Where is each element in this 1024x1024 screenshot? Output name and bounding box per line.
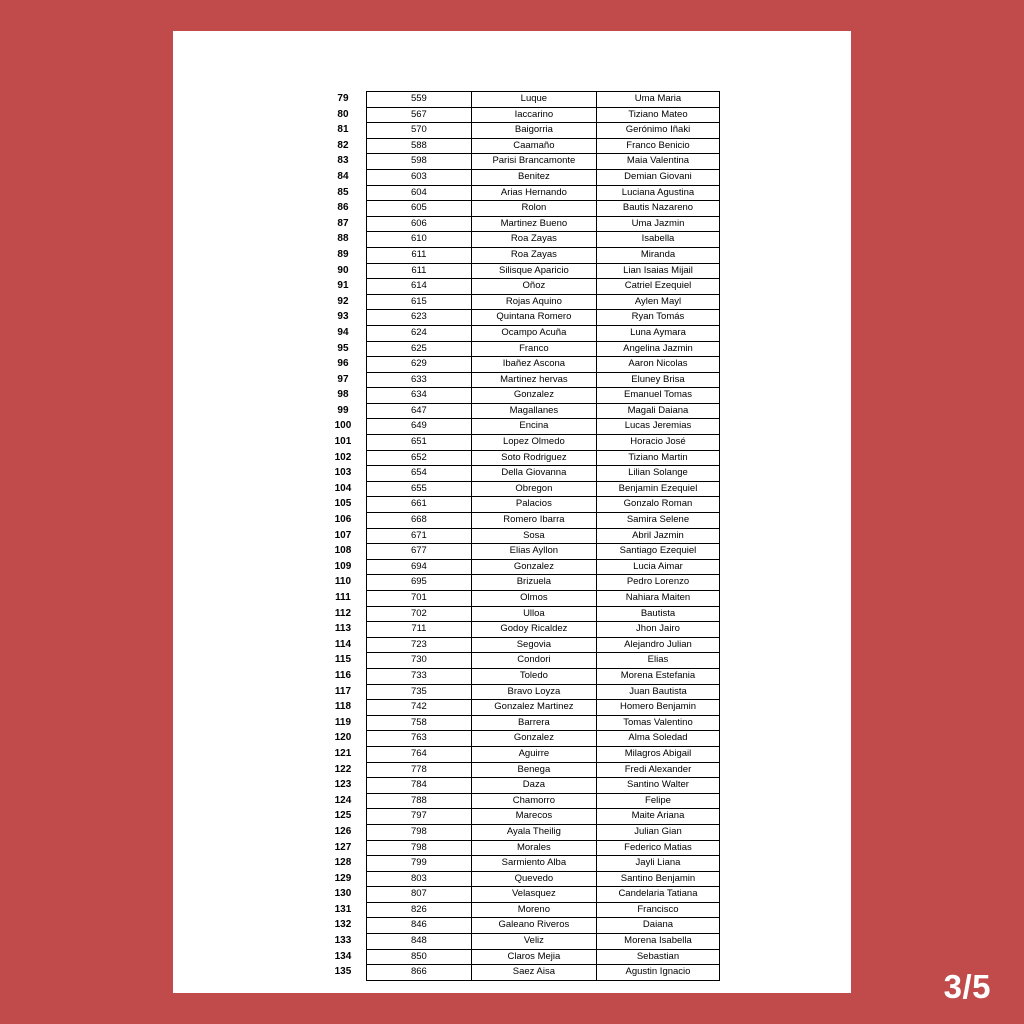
row-first-name: Fredi Alexander bbox=[596, 762, 719, 778]
row-index: 95 bbox=[337, 342, 349, 354]
row-last-name: Barrera bbox=[471, 715, 596, 731]
row-index: 134 bbox=[334, 950, 352, 962]
row-index: 110 bbox=[334, 576, 352, 588]
row-number: 588 bbox=[366, 138, 471, 154]
row-index: 113 bbox=[334, 623, 352, 635]
table-row bbox=[320, 279, 720, 295]
document-page bbox=[173, 31, 851, 993]
row-index: 126 bbox=[334, 825, 352, 837]
row-number: 866 bbox=[366, 965, 471, 981]
row-last-name: Veliz bbox=[471, 934, 596, 950]
table-row bbox=[320, 497, 720, 513]
table-row bbox=[320, 92, 720, 108]
row-index: 108 bbox=[334, 545, 352, 557]
row-number: 695 bbox=[366, 575, 471, 591]
row-number: 826 bbox=[366, 902, 471, 918]
row-number: 610 bbox=[366, 232, 471, 248]
row-number: 730 bbox=[366, 653, 471, 669]
table-row bbox=[320, 762, 720, 778]
row-first-name: Felipe bbox=[596, 793, 719, 809]
table-row bbox=[320, 965, 720, 981]
row-number: 788 bbox=[366, 793, 471, 809]
table-row bbox=[320, 700, 720, 716]
row-last-name: Elias Ayllon bbox=[471, 544, 596, 560]
row-number: 778 bbox=[366, 762, 471, 778]
row-first-name: Bautista bbox=[596, 606, 719, 622]
row-last-name: Encina bbox=[471, 419, 596, 435]
row-number: 668 bbox=[366, 513, 471, 529]
row-last-name: Toledo bbox=[471, 668, 596, 684]
table-row bbox=[320, 419, 720, 435]
row-last-name: Baigorria bbox=[471, 123, 596, 139]
row-index: 129 bbox=[334, 872, 352, 884]
row-index: 104 bbox=[334, 482, 352, 494]
row-number: 611 bbox=[366, 247, 471, 263]
table-row bbox=[320, 201, 720, 217]
row-index: 93 bbox=[337, 311, 349, 323]
row-number: 611 bbox=[366, 263, 471, 279]
row-last-name: Gonzalez bbox=[471, 559, 596, 575]
row-number: 605 bbox=[366, 201, 471, 217]
row-last-name: Romero Ibarra bbox=[471, 513, 596, 529]
table-row bbox=[320, 216, 720, 232]
row-first-name: Uma Jazmin bbox=[596, 216, 719, 232]
table-row bbox=[320, 622, 720, 638]
row-last-name: Chamorro bbox=[471, 793, 596, 809]
row-last-name: Condori bbox=[471, 653, 596, 669]
row-last-name: Roa Zayas bbox=[471, 232, 596, 248]
row-last-name: Segovia bbox=[471, 637, 596, 653]
row-number: 661 bbox=[366, 497, 471, 513]
row-number: 764 bbox=[366, 746, 471, 762]
row-number: 559 bbox=[366, 92, 471, 108]
table-row bbox=[320, 263, 720, 279]
table-row bbox=[320, 123, 720, 139]
row-index: 99 bbox=[337, 404, 349, 416]
row-number: 763 bbox=[366, 731, 471, 747]
row-number: 614 bbox=[366, 279, 471, 295]
row-index: 81 bbox=[337, 124, 349, 136]
row-first-name: Alma Soledad bbox=[596, 731, 719, 747]
row-index: 121 bbox=[334, 747, 352, 759]
row-last-name: Roa Zayas bbox=[471, 247, 596, 263]
row-number: 797 bbox=[366, 809, 471, 825]
row-index: 128 bbox=[334, 857, 352, 869]
row-last-name: Ibañez Ascona bbox=[471, 357, 596, 373]
table-row bbox=[320, 154, 720, 170]
row-last-name: Lopez Olmedo bbox=[471, 435, 596, 451]
row-number: 758 bbox=[366, 715, 471, 731]
row-index: 91 bbox=[337, 280, 349, 292]
row-first-name: Ryan Tomás bbox=[596, 310, 719, 326]
row-first-name: Magali Daiana bbox=[596, 403, 719, 419]
row-first-name: Eluney Brisa bbox=[596, 372, 719, 388]
row-index: 88 bbox=[337, 233, 349, 245]
row-first-name: Samira Selene bbox=[596, 513, 719, 529]
row-last-name: Silisque Aparicio bbox=[471, 263, 596, 279]
row-first-name: Alejandro Julian bbox=[596, 637, 719, 653]
row-index: 84 bbox=[337, 170, 349, 182]
row-first-name: Luciana Agustina bbox=[596, 185, 719, 201]
row-last-name: Soto Rodriguez bbox=[471, 450, 596, 466]
row-first-name: Candelaria Tatiana bbox=[596, 887, 719, 903]
row-index: 131 bbox=[334, 903, 352, 915]
table-row bbox=[320, 138, 720, 154]
table-row bbox=[320, 466, 720, 482]
row-number: 567 bbox=[366, 107, 471, 123]
row-number: 798 bbox=[366, 824, 471, 840]
row-number: 677 bbox=[366, 544, 471, 560]
row-first-name: Franco Benicio bbox=[596, 138, 719, 154]
row-number: 652 bbox=[366, 450, 471, 466]
row-last-name: Morales bbox=[471, 840, 596, 856]
row-first-name: Nahiara Maiten bbox=[596, 591, 719, 607]
row-last-name: Arias Hernando bbox=[471, 185, 596, 201]
row-last-name: Moreno bbox=[471, 902, 596, 918]
row-first-name: Gerónimo Iñaki bbox=[596, 123, 719, 139]
row-first-name: Daiana bbox=[596, 918, 719, 934]
table-row bbox=[320, 668, 720, 684]
row-number: 799 bbox=[366, 856, 471, 872]
table-row bbox=[320, 372, 720, 388]
row-index: 89 bbox=[337, 248, 349, 260]
row-first-name: Maite Ariana bbox=[596, 809, 719, 825]
row-first-name: Morena Estefania bbox=[596, 668, 719, 684]
table-row bbox=[320, 357, 720, 373]
row-number: 711 bbox=[366, 622, 471, 638]
row-index: 100 bbox=[334, 420, 352, 432]
row-first-name: Maia Valentina bbox=[596, 154, 719, 170]
row-index: 85 bbox=[337, 186, 349, 198]
row-index: 87 bbox=[337, 217, 349, 229]
row-last-name: Saez Aisa bbox=[471, 965, 596, 981]
row-last-name: Della Giovanna bbox=[471, 466, 596, 482]
row-last-name: Marecos bbox=[471, 809, 596, 825]
row-first-name: Santino Benjamin bbox=[596, 871, 719, 887]
table-row bbox=[320, 232, 720, 248]
row-index: 111 bbox=[335, 592, 351, 603]
row-last-name: Quintana Romero bbox=[471, 310, 596, 326]
row-first-name: Benjamin Ezequiel bbox=[596, 481, 719, 497]
row-first-name: Jayli Liana bbox=[596, 856, 719, 872]
table-row bbox=[320, 169, 720, 185]
row-first-name: Horacio José bbox=[596, 435, 719, 451]
row-last-name: Sarmiento Alba bbox=[471, 856, 596, 872]
row-first-name: Aylen Mayl bbox=[596, 294, 719, 310]
row-number: 606 bbox=[366, 216, 471, 232]
table-row bbox=[320, 934, 720, 950]
row-first-name: Julian Gian bbox=[596, 824, 719, 840]
row-number: 848 bbox=[366, 934, 471, 950]
table-row bbox=[320, 388, 720, 404]
row-last-name: Benega bbox=[471, 762, 596, 778]
row-last-name: Caamaño bbox=[471, 138, 596, 154]
row-number: 647 bbox=[366, 403, 471, 419]
table-row bbox=[320, 575, 720, 591]
row-last-name: Oñoz bbox=[471, 279, 596, 295]
row-last-name: Godoy Ricaldez bbox=[471, 622, 596, 638]
row-first-name: Santino Walter bbox=[596, 778, 719, 794]
row-index: 135 bbox=[334, 966, 352, 978]
row-index: 79 bbox=[337, 93, 349, 104]
row-first-name: Lilian Solange bbox=[596, 466, 719, 482]
row-first-name: Emanuel Tomas bbox=[596, 388, 719, 404]
table-row bbox=[320, 450, 720, 466]
row-first-name: Miranda bbox=[596, 247, 719, 263]
table-row bbox=[320, 918, 720, 934]
table-row bbox=[320, 294, 720, 310]
row-index: 83 bbox=[337, 155, 349, 167]
row-first-name: Elias bbox=[596, 653, 719, 669]
row-number: 623 bbox=[366, 310, 471, 326]
row-number: 604 bbox=[366, 185, 471, 201]
row-number: 654 bbox=[366, 466, 471, 482]
row-number: 629 bbox=[366, 357, 471, 373]
row-index: 114 bbox=[334, 638, 352, 650]
table-row bbox=[320, 871, 720, 887]
row-index: 133 bbox=[334, 935, 352, 947]
table-row bbox=[320, 481, 720, 497]
row-last-name: Franco bbox=[471, 341, 596, 357]
row-index: 123 bbox=[334, 779, 352, 791]
row-first-name: Abril Jazmin bbox=[596, 528, 719, 544]
row-number: 603 bbox=[366, 169, 471, 185]
row-last-name: Daza bbox=[471, 778, 596, 794]
row-number: 634 bbox=[366, 388, 471, 404]
row-number: 633 bbox=[366, 372, 471, 388]
row-first-name: Aaron Nicolas bbox=[596, 357, 719, 373]
row-number: 701 bbox=[366, 591, 471, 607]
row-last-name: Brizuela bbox=[471, 575, 596, 591]
row-last-name: Rolon bbox=[471, 201, 596, 217]
row-number: 735 bbox=[366, 684, 471, 700]
table-row bbox=[320, 591, 720, 607]
table-row bbox=[320, 949, 720, 965]
row-index: 98 bbox=[337, 389, 349, 401]
row-last-name: Obregon bbox=[471, 481, 596, 497]
table-row bbox=[320, 856, 720, 872]
row-index: 127 bbox=[334, 841, 352, 853]
row-index: 94 bbox=[337, 326, 349, 338]
table-row bbox=[320, 325, 720, 341]
table-row bbox=[320, 793, 720, 809]
row-first-name: Isabella bbox=[596, 232, 719, 248]
row-index: 96 bbox=[337, 358, 349, 370]
row-index: 101 bbox=[334, 436, 352, 448]
row-last-name: Martinez Bueno bbox=[471, 216, 596, 232]
row-index: 124 bbox=[334, 794, 352, 806]
table-row bbox=[320, 778, 720, 794]
table-row bbox=[320, 653, 720, 669]
row-first-name: Santiago Ezequiel bbox=[596, 544, 719, 560]
row-number: 570 bbox=[366, 123, 471, 139]
row-last-name: Olmos bbox=[471, 591, 596, 607]
row-first-name: Juan Bautista bbox=[596, 684, 719, 700]
row-number: 598 bbox=[366, 154, 471, 170]
table-row bbox=[320, 435, 720, 451]
row-number: 733 bbox=[366, 668, 471, 684]
row-first-name: Pedro Lorenzo bbox=[596, 575, 719, 591]
row-first-name: Federico Matias bbox=[596, 840, 719, 856]
row-first-name: Uma Maria bbox=[596, 92, 719, 108]
row-index: 82 bbox=[337, 139, 349, 151]
row-first-name: Tiziano Martin bbox=[596, 450, 719, 466]
table-row bbox=[320, 528, 720, 544]
table-row bbox=[320, 513, 720, 529]
row-last-name: Gonzalez bbox=[471, 388, 596, 404]
row-index: 122 bbox=[334, 763, 352, 775]
table-row bbox=[320, 310, 720, 326]
row-last-name: Claros Mejia bbox=[471, 949, 596, 965]
row-number: 649 bbox=[366, 419, 471, 435]
row-number: 846 bbox=[366, 918, 471, 934]
row-number: 803 bbox=[366, 871, 471, 887]
row-last-name: Palacios bbox=[471, 497, 596, 513]
row-index: 90 bbox=[337, 264, 349, 276]
row-number: 702 bbox=[366, 606, 471, 622]
row-first-name: Morena Isabella bbox=[596, 934, 719, 950]
row-number: 723 bbox=[366, 637, 471, 653]
row-index: 105 bbox=[334, 498, 352, 510]
row-number: 694 bbox=[366, 559, 471, 575]
row-index: 130 bbox=[334, 888, 352, 900]
row-index: 92 bbox=[337, 295, 349, 307]
row-first-name: Lucas Jeremias bbox=[596, 419, 719, 435]
row-index: 103 bbox=[334, 467, 352, 479]
row-number: 784 bbox=[366, 778, 471, 794]
table-row bbox=[320, 887, 720, 903]
row-index: 102 bbox=[334, 451, 352, 463]
row-index: 106 bbox=[334, 514, 352, 526]
row-index: 109 bbox=[334, 560, 352, 572]
row-first-name: Bautis Nazareno bbox=[596, 201, 719, 217]
row-number: 850 bbox=[366, 949, 471, 965]
roster-table-container bbox=[320, 91, 720, 981]
row-last-name: Martinez hervas bbox=[471, 372, 596, 388]
row-first-name: Francisco bbox=[596, 902, 719, 918]
table-row bbox=[320, 544, 720, 560]
row-last-name: Galeano Riveros bbox=[471, 918, 596, 934]
row-first-name: Tiziano Mateo bbox=[596, 107, 719, 123]
row-number: 615 bbox=[366, 294, 471, 310]
table-row bbox=[320, 606, 720, 622]
table-row bbox=[320, 637, 720, 653]
table-row bbox=[320, 809, 720, 825]
row-first-name: Gonzalo Roman bbox=[596, 497, 719, 513]
table-row bbox=[320, 715, 720, 731]
row-last-name: Magallanes bbox=[471, 403, 596, 419]
row-number: 625 bbox=[366, 341, 471, 357]
table-row bbox=[320, 840, 720, 856]
table-row bbox=[320, 247, 720, 263]
row-index: 116 bbox=[334, 669, 352, 681]
row-last-name: Aguirre bbox=[471, 746, 596, 762]
row-first-name: Agustin Ignacio bbox=[596, 965, 719, 981]
row-index: 112 bbox=[334, 607, 352, 619]
row-number: 798 bbox=[366, 840, 471, 856]
row-first-name: Angelina Jazmin bbox=[596, 341, 719, 357]
row-first-name: Homero Benjamin bbox=[596, 700, 719, 716]
row-index: 120 bbox=[334, 732, 352, 744]
row-index: 107 bbox=[334, 529, 352, 541]
row-last-name: Luque bbox=[471, 92, 596, 108]
row-index: 132 bbox=[334, 919, 352, 931]
row-last-name: Iaccarino bbox=[471, 107, 596, 123]
row-number: 742 bbox=[366, 700, 471, 716]
table-row bbox=[320, 824, 720, 840]
table-row bbox=[320, 559, 720, 575]
roster-table-body bbox=[320, 92, 720, 981]
table-row bbox=[320, 684, 720, 700]
row-number: 671 bbox=[366, 528, 471, 544]
table-row bbox=[320, 185, 720, 201]
row-index: 118 bbox=[334, 701, 352, 713]
row-number: 655 bbox=[366, 481, 471, 497]
row-first-name: Lucia Aimar bbox=[596, 559, 719, 575]
row-number: 624 bbox=[366, 325, 471, 341]
row-first-name: Jhon Jairo bbox=[596, 622, 719, 638]
row-index: 80 bbox=[337, 108, 349, 120]
table-row bbox=[320, 731, 720, 747]
row-index: 119 bbox=[334, 716, 352, 728]
page-counter: 3/5 bbox=[943, 968, 991, 1005]
row-first-name: Catriel Ezequiel bbox=[596, 279, 719, 295]
row-number: 807 bbox=[366, 887, 471, 903]
row-first-name: Tomas Valentino bbox=[596, 715, 719, 731]
row-last-name: Ocampo Acuña bbox=[471, 325, 596, 341]
table-row bbox=[320, 902, 720, 918]
row-index: 117 bbox=[334, 685, 352, 697]
row-index: 97 bbox=[337, 373, 349, 385]
row-last-name: Rojas Aquino bbox=[471, 294, 596, 310]
table-row bbox=[320, 403, 720, 419]
row-first-name: Lian Isaias Mijail bbox=[596, 263, 719, 279]
row-number: 651 bbox=[366, 435, 471, 451]
roster-table bbox=[320, 91, 720, 981]
row-last-name: Velasquez bbox=[471, 887, 596, 903]
row-first-name: Sebastian bbox=[596, 949, 719, 965]
row-first-name: Luna Aymara bbox=[596, 325, 719, 341]
row-index: 86 bbox=[337, 202, 349, 214]
row-first-name: Demian Giovani bbox=[596, 169, 719, 185]
row-last-name: Parisi Brancamonte bbox=[471, 154, 596, 170]
table-row bbox=[320, 341, 720, 357]
row-last-name: Ulloa bbox=[471, 606, 596, 622]
row-last-name: Sosa bbox=[471, 528, 596, 544]
row-last-name: Bravo Loyza bbox=[471, 684, 596, 700]
row-last-name: Gonzalez Martinez bbox=[471, 700, 596, 716]
row-index: 115 bbox=[334, 654, 352, 666]
row-last-name: Quevedo bbox=[471, 871, 596, 887]
row-first-name: Milagros Abigail bbox=[596, 746, 719, 762]
row-last-name: Benitez bbox=[471, 169, 596, 185]
row-index: 125 bbox=[334, 810, 352, 822]
table-row bbox=[320, 746, 720, 762]
row-last-name: Ayala Theilig bbox=[471, 824, 596, 840]
table-row bbox=[320, 107, 720, 123]
row-last-name: Gonzalez bbox=[471, 731, 596, 747]
